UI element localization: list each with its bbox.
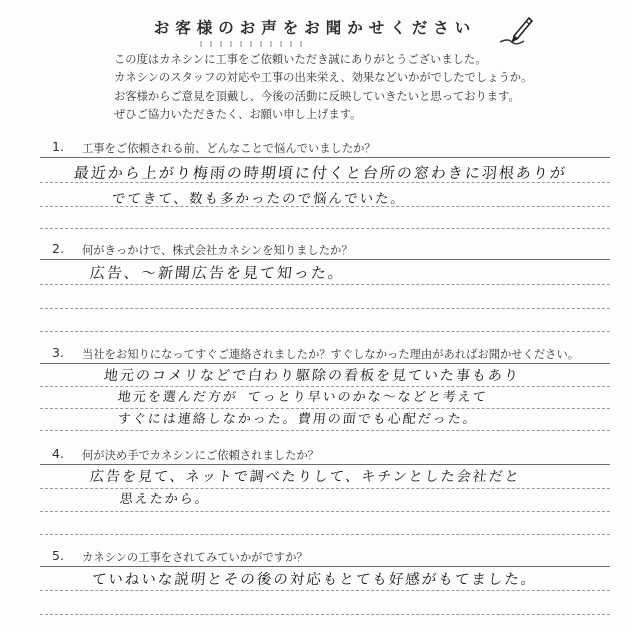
question-text: 何が決め手でカネシンにご依頼されましたか？ xyxy=(82,449,319,462)
question-number: 1. xyxy=(52,139,64,154)
answer-rule xyxy=(40,590,610,591)
question-text: 何がきっかけで、株式会社カネシンを知りましたか？ xyxy=(82,244,353,257)
page-title: お客様のお声をお聞かせください xyxy=(153,19,477,37)
question-text: 工事をご依頼される前、どんなことで悩んでいましたか？ xyxy=(82,142,376,155)
intro-line: ぜひご協力いただきたく、お願い申し上げます。 xyxy=(114,108,362,122)
answer-rule xyxy=(40,206,610,207)
handwritten-answer: 広告、〜新聞広告を見て知った。 xyxy=(89,264,346,282)
answer-rule xyxy=(40,228,610,229)
answer-rule xyxy=(40,363,610,364)
question-number: 5. xyxy=(52,548,64,563)
answer-rule xyxy=(40,331,610,332)
answer-rule xyxy=(40,488,610,489)
question-number: 4. xyxy=(52,446,64,461)
answer-rule xyxy=(40,157,610,158)
handwritten-answer: 最近から上がり梅雨の時期頃に付くと台所の窓わきに羽根ありが xyxy=(73,164,568,182)
question-text: 当社をお知りになってすぐご連絡されましたか？すぐしなかった理由があればお聞かせください。 xyxy=(82,348,580,361)
answer-rule xyxy=(40,259,610,260)
answer-rule xyxy=(40,511,610,512)
answer-rule xyxy=(40,284,610,285)
handwritten-answer: 地元のコメリなどで白わり駆除の看板を見ていた事もあり xyxy=(103,368,521,384)
answer-rule xyxy=(40,386,610,387)
answer-rule xyxy=(40,182,610,183)
intro-line: カネシンのスタッフの対応や工事の出来栄え、効果などいかがでしたでしょうか。 xyxy=(114,71,533,85)
pen-writing-icon xyxy=(496,12,536,48)
handwritten-answer: 広告を見て、ネットで調べたりして、キチンとした会社だと xyxy=(89,469,522,485)
answer-rule xyxy=(40,614,610,615)
answer-rule xyxy=(40,534,610,535)
scan-smudge xyxy=(200,41,308,47)
answer-rule xyxy=(40,408,610,409)
intro-line: この度はカネシンに工事をご依頼いただき誠にありがとうございました。 xyxy=(114,53,487,66)
question-number: 3. xyxy=(52,345,64,360)
answer-rule xyxy=(40,464,610,465)
handwritten-answer: ていねいな説明とその後の対応もとても好感がもてました。 xyxy=(91,572,539,588)
question-number: 2. xyxy=(52,241,64,256)
intro-line: お客様からご意見を頂戴し、今後の活動に反映していきたいと思っております。 xyxy=(114,89,520,103)
handwritten-answer: でてきて、数も多かったので悩んでいた。 xyxy=(110,191,407,207)
handwritten-answer: すぐには連絡しなかった。費用の面でも心配だった。 xyxy=(117,412,479,427)
answer-rule xyxy=(40,308,610,309)
question-text: カネシンの工事をされてみていかがですか？ xyxy=(82,551,308,564)
answer-rule xyxy=(40,430,610,431)
answer-rule xyxy=(40,566,610,567)
handwritten-answer: 地元を選んだ方が てっとり早いのかな〜などと考えて xyxy=(117,390,489,405)
handwritten-answer: 思えたから。 xyxy=(119,492,211,507)
intro-text xyxy=(114,51,614,125)
